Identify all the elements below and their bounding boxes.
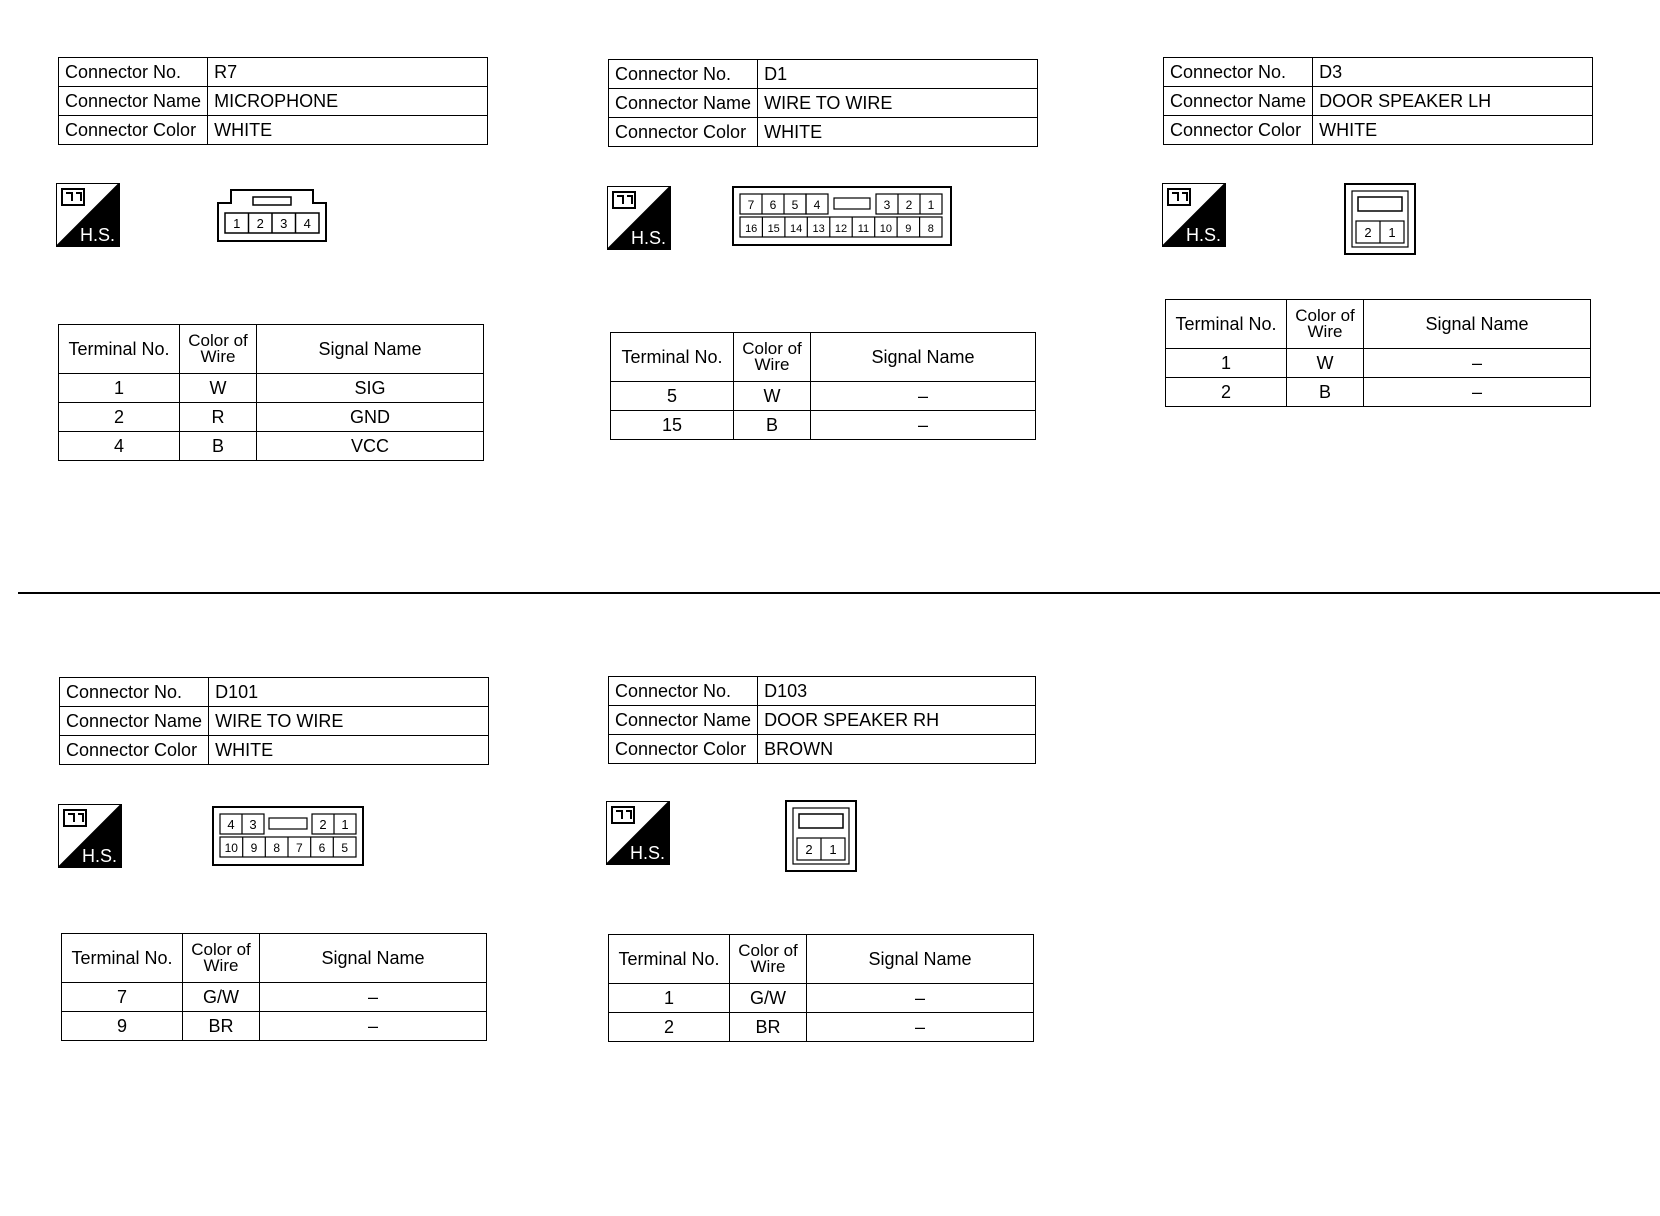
signal-name-cell: GND xyxy=(257,403,484,432)
connector-no-value: R7 xyxy=(208,58,488,87)
pin-label: 7 xyxy=(747,198,755,212)
connector-name-label: Connector Name xyxy=(59,87,208,116)
terminal-no-header: Terminal No. xyxy=(59,325,180,374)
connector-d101-panel xyxy=(59,677,489,765)
pin-label: 1 xyxy=(341,817,349,832)
wire-color-cell: W xyxy=(180,374,257,403)
connector-color-value: WHITE xyxy=(209,736,489,765)
terminal-table-wrap xyxy=(61,933,487,1041)
pin-label: 14 xyxy=(789,223,803,235)
wire-color-cell: W xyxy=(734,382,811,411)
hs-badge-label: H.S. xyxy=(82,846,118,866)
terminal-table-wrap xyxy=(1165,299,1591,407)
wire-color-cell: G/W xyxy=(730,984,807,1013)
connector-d103-panel xyxy=(608,676,1036,764)
table-row xyxy=(1166,378,1591,407)
pin-label: 12 xyxy=(834,223,848,235)
wire-color-cell: G/W xyxy=(183,983,260,1012)
pin-label: 10 xyxy=(224,841,238,855)
connector-name-value: WIRE TO WIRE xyxy=(758,89,1038,118)
terminal-no-cell: 1 xyxy=(59,374,180,403)
table-row xyxy=(609,1013,1034,1042)
signal-name-cell: – xyxy=(811,382,1036,411)
signal-name-cell: – xyxy=(1364,349,1591,378)
terminal-table xyxy=(1165,299,1591,407)
wire-color-cell: B xyxy=(1287,378,1364,407)
wire-color-cell: BR xyxy=(183,1012,260,1041)
connector-name-label: Connector Name xyxy=(60,707,209,736)
pin-label: 6 xyxy=(769,198,777,212)
color-of-wire-header: Color of Wire xyxy=(734,333,811,382)
table-row xyxy=(62,983,487,1012)
connector-face-diagram xyxy=(212,806,364,866)
terminal-no-cell: 9 xyxy=(62,1012,183,1041)
terminal-no-cell: 1 xyxy=(609,984,730,1013)
connector-no-value: D1 xyxy=(758,60,1038,89)
pin-label: 3 xyxy=(280,216,288,231)
connector-no-label: Connector No. xyxy=(1164,58,1313,87)
connector-color-value: WHITE xyxy=(1313,116,1593,145)
connector-face-diagram xyxy=(785,800,857,872)
connector-d1-panel xyxy=(608,59,1038,147)
terminal-table xyxy=(610,332,1036,440)
connector-no-value: D103 xyxy=(758,677,1036,706)
hs-badge-label: H.S. xyxy=(80,225,116,245)
pin-label: 4 xyxy=(813,198,821,212)
connector-color-value: WHITE xyxy=(758,118,1038,147)
table-row xyxy=(611,411,1036,440)
hs-badge-label: H.S. xyxy=(1186,225,1222,245)
pin-label: 2 xyxy=(905,198,913,212)
terminal-no-cell: 1 xyxy=(1166,349,1287,378)
connector-color-label: Connector Color xyxy=(609,118,758,147)
connector-face-diagram xyxy=(217,189,327,243)
pin-label: 9 xyxy=(905,223,912,235)
connector-name-label: Connector Name xyxy=(609,89,758,118)
table-row xyxy=(62,1012,487,1041)
signal-name-cell: – xyxy=(811,411,1036,440)
pin-label: 3 xyxy=(883,198,891,212)
terminal-no-cell: 15 xyxy=(611,411,734,440)
pin-label: 11 xyxy=(857,223,870,235)
pin-label: 5 xyxy=(341,841,349,855)
connector-color-label: Connector Color xyxy=(59,116,208,145)
pin-label: 2 xyxy=(319,817,327,832)
wire-color-cell: B xyxy=(734,411,811,440)
terminal-table-wrap xyxy=(610,332,1036,440)
connector-name-value: DOOR SPEAKER RH xyxy=(758,706,1036,735)
table-row xyxy=(59,432,484,461)
harness-side-icon xyxy=(58,804,122,868)
pin-label: 4 xyxy=(303,216,311,231)
terminal-no-header: Terminal No. xyxy=(1166,300,1287,349)
connector-no-label: Connector No. xyxy=(59,58,208,87)
connector-info-table xyxy=(1163,57,1593,145)
connector-info-table xyxy=(608,59,1038,147)
table-row xyxy=(59,403,484,432)
connector-color-label: Connector Color xyxy=(1164,116,1313,145)
terminal-table xyxy=(61,933,487,1041)
connector-no-value: D101 xyxy=(209,678,489,707)
wire-color-cell: B xyxy=(180,432,257,461)
pin-label: 8 xyxy=(273,841,281,855)
wire-color-cell: BR xyxy=(730,1013,807,1042)
connector-no-label: Connector No. xyxy=(609,60,758,89)
terminal-no-header: Terminal No. xyxy=(609,935,730,984)
table-row xyxy=(611,382,1036,411)
terminal-table xyxy=(608,934,1034,1042)
connector-name-value: MICROPHONE xyxy=(208,87,488,116)
connector-info-table xyxy=(608,676,1036,764)
pin-label: 15 xyxy=(767,223,780,235)
color-of-wire-header: Color of Wire xyxy=(180,325,257,374)
table-row xyxy=(609,984,1034,1013)
signal-name-cell: – xyxy=(807,984,1034,1013)
wire-color-cell: R xyxy=(180,403,257,432)
terminal-table-wrap xyxy=(58,324,484,461)
terminal-no-cell: 2 xyxy=(609,1013,730,1042)
pin-label: 1 xyxy=(233,216,241,231)
signal-name-cell: SIG xyxy=(257,374,484,403)
pin-label: 5 xyxy=(791,198,799,212)
signal-name-cell: – xyxy=(260,983,487,1012)
pin-label: 1 xyxy=(1388,225,1396,240)
signal-name-cell: – xyxy=(807,1013,1034,1042)
terminal-table xyxy=(58,324,484,461)
hs-badge-label: H.S. xyxy=(631,228,667,248)
connector-no-label: Connector No. xyxy=(60,678,209,707)
connector-color-value: BROWN xyxy=(758,735,1036,764)
connector-info-table xyxy=(58,57,488,145)
connector-d3-panel xyxy=(1163,57,1593,145)
harness-side-icon xyxy=(606,801,670,865)
terminal-table-wrap xyxy=(608,934,1034,1042)
signal-name-cell: – xyxy=(260,1012,487,1041)
pin-label: 8 xyxy=(927,223,934,235)
pin-label: 1 xyxy=(829,842,837,857)
pin-label: 2 xyxy=(256,216,264,231)
terminal-no-cell: 2 xyxy=(1166,378,1287,407)
terminal-no-cell: 4 xyxy=(59,432,180,461)
harness-side-icon xyxy=(56,183,120,247)
wire-color-cell: W xyxy=(1287,349,1364,378)
connector-name-value: WIRE TO WIRE xyxy=(209,707,489,736)
terminal-no-cell: 2 xyxy=(59,403,180,432)
color-of-wire-header: Color of Wire xyxy=(1287,300,1364,349)
connector-info-table xyxy=(59,677,489,765)
pin-label: 2 xyxy=(1364,225,1372,240)
connector-name-label: Connector Name xyxy=(1164,87,1313,116)
signal-name-cell: – xyxy=(1364,378,1591,407)
signal-name-header: Signal Name xyxy=(1364,300,1591,349)
signal-name-header: Signal Name xyxy=(807,935,1034,984)
connector-no-value: D3 xyxy=(1313,58,1593,87)
table-row xyxy=(1166,349,1591,378)
pin-label: 1 xyxy=(927,198,935,212)
connector-face-diagram xyxy=(1344,183,1416,255)
signal-name-cell: VCC xyxy=(257,432,484,461)
connector-color-label: Connector Color xyxy=(609,735,758,764)
pin-label: 2 xyxy=(805,842,813,857)
pin-label: 4 xyxy=(227,817,235,832)
connector-name-label: Connector Name xyxy=(609,706,758,735)
terminal-no-cell: 5 xyxy=(611,382,734,411)
color-of-wire-header: Color of Wire xyxy=(730,935,807,984)
harness-side-icon xyxy=(607,186,671,250)
pin-label: 9 xyxy=(250,841,258,855)
color-of-wire-header: Color of Wire xyxy=(183,934,260,983)
connector-color-value: WHITE xyxy=(208,116,488,145)
pin-label: 6 xyxy=(318,841,326,855)
connector-color-label: Connector Color xyxy=(60,736,209,765)
connector-no-label: Connector No. xyxy=(609,677,758,706)
signal-name-header: Signal Name xyxy=(811,333,1036,382)
table-row xyxy=(59,374,484,403)
terminal-no-header: Terminal No. xyxy=(62,934,183,983)
signal-name-header: Signal Name xyxy=(260,934,487,983)
connector-r7-panel xyxy=(58,57,488,145)
pin-label: 13 xyxy=(812,223,825,235)
section-divider xyxy=(18,592,1660,594)
hs-badge-label: H.S. xyxy=(630,843,666,863)
connector-face-diagram xyxy=(732,186,952,246)
terminal-no-header: Terminal No. xyxy=(611,333,734,382)
harness-side-icon xyxy=(1162,183,1226,247)
pin-label: 10 xyxy=(879,223,893,235)
pin-label: 3 xyxy=(249,817,257,832)
connector-name-value: DOOR SPEAKER LH xyxy=(1313,87,1593,116)
pin-label: 7 xyxy=(295,841,303,855)
signal-name-header: Signal Name xyxy=(257,325,484,374)
terminal-no-cell: 7 xyxy=(62,983,183,1012)
pin-label: 16 xyxy=(745,223,758,235)
